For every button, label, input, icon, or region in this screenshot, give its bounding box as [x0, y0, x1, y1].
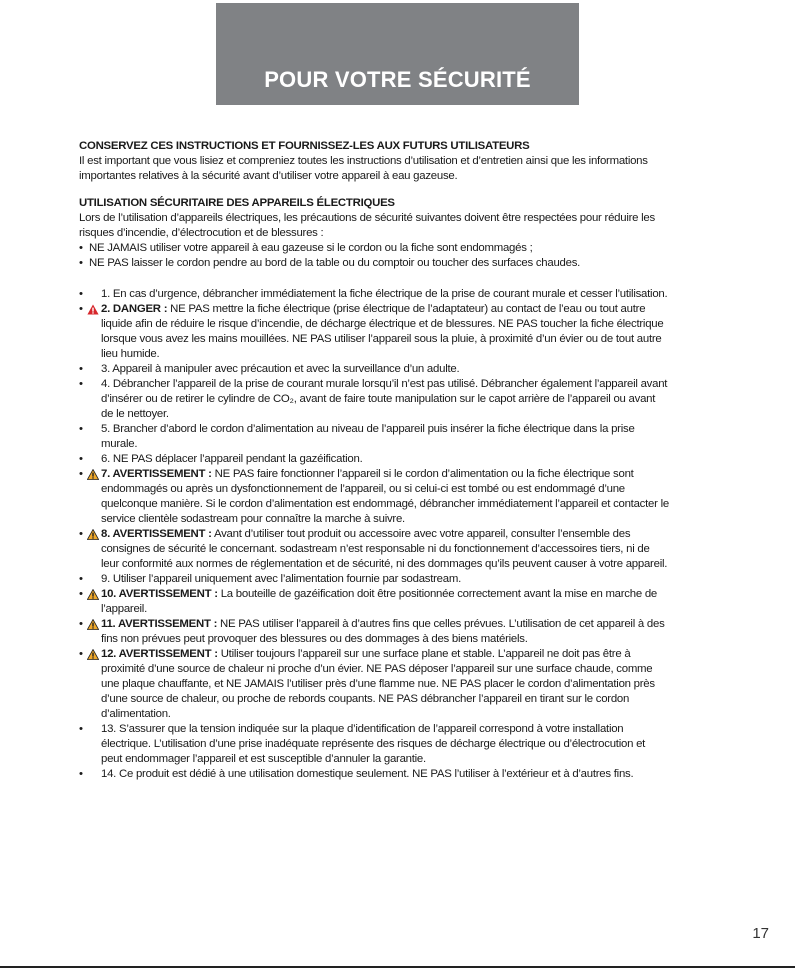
- safety-item-text: 14. Ce produit est dédié à une utilisation domestique seulement. NE PAS l’utiliser à l’extérieur et à d’autres fins.: [101, 768, 634, 780]
- safety-item-text: Utiliser toujours l’appareil sur une surface plane et stable. L’appareil ne doit pas être à proximité d’une source de chaleur ni proche d’un évier. NE PAS déposer l’appareil sur une surface chaude, comme une plaque chauffante, et NE JAMAIS l’utiliser près d’une flamme nue. NE PAS placer le cordon d’alimentation près d’une source de chaleur, ou proche de rebords coupants. NE PAS débrancher l’appareil en tirant sur le cordon d’alimentation.: [101, 648, 655, 720]
- safety-item: [79, 377, 669, 422]
- electrical-bullet-list: [79, 241, 669, 271]
- safety-item: [79, 722, 669, 767]
- bullet-marker: •: [79, 453, 83, 465]
- bullet-text: NE JAMAIS utiliser votre appareil à eau gazeuse si le cordon ou la fiche sont endommagés ;: [89, 242, 533, 254]
- section-banner: [216, 3, 579, 105]
- warning-icon: [87, 649, 99, 660]
- safety-item-text: Avant d’utiliser tout produit ou accessoire avec votre appareil, consulter l’ensemble des consignes de sécurité le concernant. sodastream n’est responsable ni du fonctionnement d’accessoires tiers, ni de leur conformité aux normes de réglementation et de sécurité, ni des dommages qu’ils peuvent causer à votre appareil.: [101, 528, 668, 570]
- document-body: [79, 139, 669, 782]
- safety-item-body: [101, 452, 669, 467]
- bullet-marker: •: [79, 528, 83, 540]
- safety-item-label: 11. AVERTISSEMENT :: [101, 618, 218, 630]
- safety-item-text: NE PAS utiliser l’appareil à d’autres fins que celles prévues. L’utilisation de cet appareil à des fins non prévues peut provoquer des blessures ou des dommages à des biens matériels.: [101, 618, 665, 645]
- bullet-marker: •: [79, 468, 83, 480]
- safety-item-text: 1. En cas d’urgence, débrancher immédiatement la fiche électrique de la prise de courant murale et cesser l’utilisation.: [101, 288, 668, 300]
- bullet-marker: •: [79, 363, 83, 375]
- danger-icon: [87, 304, 99, 315]
- safety-item-body: [101, 422, 669, 452]
- safety-item-text: 9. Utiliser l’appareil uniquement avec l’alimentation fournie par sodastream.: [101, 573, 462, 585]
- intro-text: Il est important que vous lisiez et compreniez toutes les instructions d’utilisation et d’entretien ainsi que les informations importantes relatives à la sécurité avant d’utiliser votre appareil à eau gazeuse.: [79, 155, 648, 182]
- electrical-bullet: [79, 241, 669, 256]
- bullet-marker: •: [79, 723, 83, 735]
- electrical-text: Lors de l’utilisation d’appareils électriques, les précautions de sécurité suivantes doivent être respectées pour réduire les risques d’incendie, d’électrocution et de blessures :: [79, 212, 655, 239]
- warning-icon: [87, 469, 99, 480]
- safety-item: [79, 467, 669, 527]
- safety-item: [79, 617, 669, 647]
- bullet-marker: •: [79, 303, 83, 315]
- safety-item: [79, 362, 669, 377]
- bullet-marker: •: [79, 257, 83, 269]
- banner-title: POUR VOTRE SÉCURITÉ: [264, 67, 531, 92]
- intro-heading: CONSERVEZ CES INSTRUCTIONS ET FOURNISSEZ-LES AUX FUTURS UTILISATEURS: [79, 140, 530, 152]
- safety-item: [79, 767, 669, 782]
- safety-item-body: [101, 377, 669, 422]
- safety-item-body: [101, 527, 669, 572]
- page-number: 17: [752, 925, 769, 942]
- warning-icon: [87, 529, 99, 540]
- safety-item-body: [101, 617, 669, 647]
- bullet-marker: •: [79, 423, 83, 435]
- safety-item: [79, 302, 669, 362]
- safety-item: [79, 527, 669, 572]
- electrical-bullet: [79, 256, 669, 271]
- bullet-marker: •: [79, 573, 83, 585]
- bullet-text: NE PAS laisser le cordon pendre au bord de la table ou du comptoir ou toucher des surfaces chaudes.: [89, 257, 581, 269]
- safety-item-body: [101, 767, 669, 782]
- safety-item-text: La bouteille de gazéification doit être positionnée correctement avant la mise en marche de l’appareil.: [101, 588, 658, 615]
- bullet-marker: •: [79, 378, 83, 390]
- safety-item-text: 4. Débrancher l’appareil de la prise de courant murale lorsqu’il n’est pas utilisé. Débrancher également l’appareil avant d’insérer ou de retirer le cylindre de CO₂, avant de faire toute manipulation sur le capot arrière de l’appareil ou avant de le nettoyer.: [101, 378, 668, 420]
- safety-item-text: 3. Appareil à manipuler avec précaution et avec la surveillance d’un adulte.: [101, 363, 460, 375]
- bullet-marker: •: [79, 242, 83, 254]
- safety-item-label: 2. DANGER :: [101, 303, 168, 315]
- safety-item-text: 6. NE PAS déplacer l’appareil pendant la gazéification.: [101, 453, 363, 465]
- safety-item-label: 7. AVERTISSEMENT :: [101, 468, 212, 480]
- safety-item-body: [101, 722, 669, 767]
- safety-item-label: 12. AVERTISSEMENT :: [101, 648, 218, 660]
- safety-item-list: [79, 287, 669, 782]
- safety-item: [79, 647, 669, 722]
- warning-icon: [87, 619, 99, 630]
- safety-item-label: 8. AVERTISSEMENT :: [101, 528, 212, 540]
- electrical-heading: UTILISATION SÉCURITAIRE DES APPAREILS ÉLECTRIQUES: [79, 197, 395, 209]
- warning-icon: [87, 589, 99, 600]
- safety-item-body: [101, 362, 669, 377]
- safety-item-text: NE PAS faire fonctionner l’appareil si le cordon d’alimentation ou la fiche électrique sont endommagés ou après un dysfonctionnement de l’appareil, ou si celui-ci est tombé ou est endommagé d’une quelconque manière. Si le cordon d’alimentation est endommagé, débrancher immédiatement l’appareil et contacter le service clientèle sodastream pour connaître la marche à suivre.: [101, 468, 669, 525]
- safety-item: [79, 572, 669, 587]
- safety-item: [79, 287, 669, 302]
- safety-item-text: NE PAS mettre la fiche électrique (prise électrique de l’adaptateur) au contact de l’eau ou tout autre liquide afin de réduire le risque d’incendie, de décharge électrique et de blessures. NE PAS toucher la fiche électrique lorsque vous avez les mains mouillées. NE PAS utiliser l’appareil sous la pluie, à proximité d’un évier ou de tout autre lieu humide.: [101, 303, 664, 360]
- safety-item-body: [101, 647, 669, 722]
- safety-item-text: 5. Brancher d’abord le cordon d’alimentation au niveau de l’appareil puis insérer la fiche électrique dans la prise murale.: [101, 423, 635, 450]
- safety-item: [79, 422, 669, 452]
- bullet-marker: •: [79, 648, 83, 660]
- safety-item-body: [101, 287, 669, 302]
- bullet-marker: •: [79, 588, 83, 600]
- safety-item: [79, 587, 669, 617]
- bullet-marker: •: [79, 288, 83, 300]
- safety-item-body: [101, 587, 669, 617]
- safety-item: [79, 452, 669, 467]
- bullet-marker: •: [79, 768, 83, 780]
- safety-item-body: [101, 572, 669, 587]
- safety-item-text: 13. S’assurer que la tension indiquée sur la plaque d’identification de l’appareil correspond à votre installation électrique. L’utilisation d’une prise inadéquate représente des risques de décharge électrique ou d’électrocution et peut endommager l’appareil et est susceptible d’annuler la garantie.: [101, 723, 646, 765]
- safety-item-label: 10. AVERTISSEMENT :: [101, 588, 218, 600]
- bottom-rule: [0, 966, 795, 968]
- safety-item-body: [101, 302, 669, 362]
- bullet-marker: •: [79, 618, 83, 630]
- safety-item-body: [101, 467, 669, 527]
